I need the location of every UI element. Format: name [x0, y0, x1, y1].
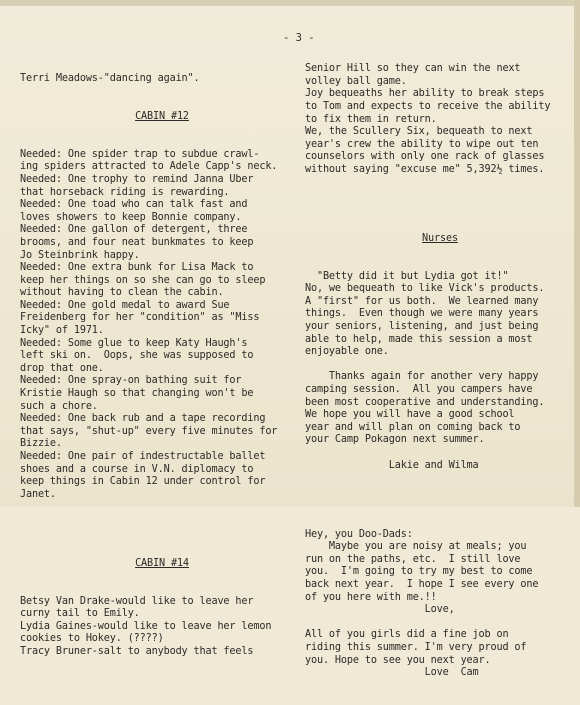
cabin12-line: Needed: One spray-on bathing suit for [20, 375, 242, 387]
cabin12-line: loves showers to keep Bonnie company. [20, 211, 242, 223]
right-top-list [305, 63, 575, 176]
cabin12-line: Icky" of 1971. [20, 325, 104, 337]
bequest-line: Joy bequeaths her ability to break steps [305, 88, 545, 100]
page-number: - 3 - [283, 32, 315, 44]
doodads-line: of you here with me.!! [305, 591, 437, 603]
doodads-line: riding this summer. I'm very proud of [305, 641, 527, 653]
nurses-line [305, 359, 575, 372]
spacer [305, 202, 575, 208]
bequest-line: to fix them in return. [305, 113, 437, 125]
nurses-line: things. Even though we were many years [305, 308, 539, 320]
intro-line: Terri Meadows-"dancing again". [20, 73, 200, 85]
cabin14-line: Betsy Van Drake-would like to leave her [20, 595, 254, 607]
cabin12-line: Needed: One spider trap to subdue crawl- [20, 148, 260, 160]
cabin12-line: Kristie Haugh so that changing won't be [20, 388, 254, 400]
cabin12-list [20, 149, 304, 502]
cabin14-line: Tracy Bruner-salt to anybody that feels [20, 645, 254, 657]
bequest-line: Senior Hill so they can win the next [305, 63, 521, 75]
cabin12-line: Needed: One extra bunk for Lisa Mack to [20, 262, 254, 274]
doodads-line: Maybe you are noisy at meals; you [305, 541, 527, 553]
cabin12-line: without having to clean the cabin. [20, 287, 224, 299]
cabin12-line: keep her things on so she can go to sleep [20, 274, 266, 286]
cabin12-line: Needed: One trophy to remind Janna Uber [20, 173, 254, 185]
doodads-line: back next year. I hope I see every one [305, 578, 539, 590]
bequest-line: to Tom and expects to receive the ability [305, 100, 551, 112]
cabin12-line: left ski on. Oops, she was supposed to [20, 350, 254, 362]
nurses-line: "Betty did it but Lydia got it!" [305, 270, 509, 282]
left-column [20, 48, 304, 684]
nurses-line: your Camp Pokagon next summer. [305, 434, 485, 446]
cabin14-heading [20, 558, 304, 571]
bequest-line: without saying "excuse me" 5,392½ times. [305, 163, 545, 175]
cabin12-line: such a chore. [20, 400, 98, 412]
nurses-line: Lakie and Wilma [305, 459, 479, 471]
cabin12-line: Janet. [20, 488, 56, 500]
cabin12-line: shoes and a course in V.N. diplomacy to [20, 463, 254, 475]
cabin14-line: curny tail to Emily. [20, 608, 140, 620]
nurses-line: able to help, made this session a most [305, 333, 533, 345]
cabin12-heading [20, 111, 304, 124]
nurses-line: year and will plan on coming back to [305, 421, 521, 433]
nurses-line: been most cooperative and understanding. [305, 396, 545, 408]
doodads-line: Love, [305, 604, 455, 616]
nurses-line: A "first" for us both. We learned many [305, 295, 539, 307]
cabin12-line: Needed: One gallon of detergent, three [20, 224, 248, 236]
nurses-line: your seniors, listening, and just being [305, 321, 539, 333]
nurses-line: No, we bequeath to like Vick's products. [305, 283, 545, 295]
bequest-line: We, the Scullery Six, bequeath to next [305, 126, 533, 138]
cabin12-line: Needed: Some glue to keep Katy Haugh's [20, 337, 248, 349]
doodads-line: Love Cam [305, 667, 479, 679]
cabin14-list [20, 596, 304, 659]
doodads-line: run on the paths, etc. I still love [305, 553, 521, 565]
cabin12-line: drop that one. [20, 362, 104, 374]
doodads-list [305, 529, 575, 680]
spacer [305, 497, 575, 503]
nurses-heading-text: Nurses [422, 232, 458, 244]
cabin12-line: Bizzie. [20, 438, 62, 450]
cabin12-line: brooms, and four neat bunkmates to keep [20, 236, 254, 248]
cabin14-heading-text: CABIN #14 [135, 557, 189, 569]
cabin12-line: keep things in Cabin 12 under control for [20, 476, 266, 488]
cabin12-line: that says, "shut-up" every five minutes for [20, 425, 278, 437]
cabin12-line: Needed: One back rub and a tape recording [20, 413, 266, 425]
cabin12-line: ing spiders attracted to Adele Capp's neck. [20, 161, 278, 173]
doodads-line [305, 617, 575, 630]
nurses-line: camping session. All you campers have [305, 384, 533, 396]
right-column [305, 38, 575, 705]
cabin14-line: cookies to Hokey. (????) [20, 633, 164, 645]
cabin14-line: Lydia Gaines-would like to leave her lemon [20, 620, 272, 632]
page-edge-top [0, 0, 580, 6]
cabin12-line: Needed: One gold medal to award Sue [20, 299, 230, 311]
doodads-line: All of you girls did a fine job on [305, 629, 509, 641]
nurses-list [305, 271, 575, 473]
nurses-line [305, 447, 575, 460]
cabin12-line: Jo Steinbrink happy. [20, 249, 140, 261]
nurses-line: We hope you will have a good school [305, 409, 515, 421]
spacer [20, 527, 304, 533]
doodads-line: you. I'm going to try my best to come [305, 566, 533, 578]
cabin12-line: that horseback riding is rewarding. [20, 186, 230, 198]
bequest-line: counselors with only one rack of glasses [305, 151, 545, 163]
cabin12-line: Freidenberg for her "condition" as "Miss [20, 312, 260, 324]
cabin12-line: Needed: One toad who can talk fast and [20, 199, 248, 211]
cabin12-line: Needed: One pair of indestructable ballet [20, 451, 266, 462]
nurses-line: Thanks again for another very happy [305, 371, 539, 383]
cabin12-heading-text: CABIN #12 [135, 110, 189, 122]
bequest-line: volley ball game. [305, 75, 407, 87]
bequest-line: year's crew the ability to wipe out ten [305, 138, 539, 150]
nurses-heading [305, 233, 575, 246]
doodads-line: Hey, you Doo-Dads: [305, 528, 413, 540]
nurses-line: enjoyable one. [305, 346, 389, 358]
doodads-line: you. Hope to see you next year. [305, 654, 491, 666]
